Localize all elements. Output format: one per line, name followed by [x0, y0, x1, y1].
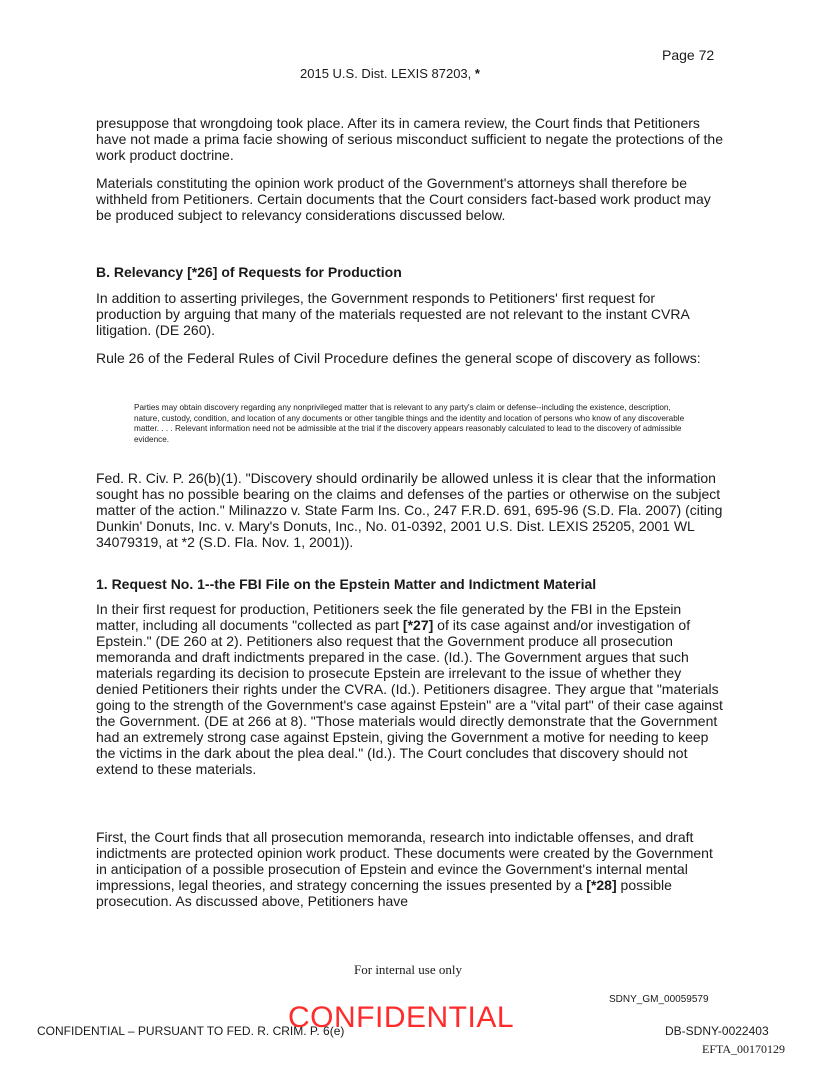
- internal-use-notice: For internal use only: [354, 962, 462, 977]
- case-citation: [300, 66, 480, 81]
- confidential-stamp: CONFIDENTIAL: [288, 1001, 515, 1034]
- pin-cite-27: [*27]: [402, 617, 434, 633]
- paragraph-4: Rule 26 of the Federal Rules of Civil Procedure defines the general scope of discovery as follows:: [96, 350, 701, 366]
- paragraph-1: presuppose that wrongdoing took place. After its in camera review, the Court finds that Petitioners have not made a prima facie showing of serious misconduct sufficient to negate the protections of the work product doctrine.: [96, 115, 723, 163]
- section-heading-1: 1. Request No. 1--the FBI File on the Epstein Matter and Indictment Material: [96, 576, 597, 592]
- efta-number: EFTA_00170129: [702, 1042, 786, 1056]
- pin-cite-28: [*28]: [586, 877, 617, 893]
- section-heading-b: B. Relevancy [*26] of Requests for Production: [96, 264, 402, 280]
- block-quote: Parties may obtain discovery regarding any nonprivileged matter that is relevant to any party's claim or defense--including the existence, description, nature, custody, condition, and location of any documents or other tangible things and the identity and location of persons who know of any discoverable matter. . . . Relevant information need not be admissible at the trial if the discovery appears reasonably calculated to lead to the discovery of admissible evidence.: [134, 403, 685, 444]
- paragraph-2: Materials constituting the opinion work product of the Government's attorneys shall therefore be withheld from Petitioners. Certain documents that the Court considers fact-based work product may be produced subject to relevancy considerations discussed below.: [96, 175, 711, 223]
- paragraph-3: In addition to asserting privileges, the Government responds to Petitioners' first request for production by arguing that many of the materials requested are not relevant to the instant CVRA litigation. (DE 260).: [96, 290, 690, 338]
- confidential-notice: CONFIDENTIAL – PURSUANT TO FED. R. CRIM. P. 6(e): [37, 1024, 345, 1038]
- pin-cite-26: [*26]: [187, 264, 218, 280]
- bates-number-gm: SDNY_GM_00059579: [609, 994, 709, 1005]
- paragraph-5: Fed. R. Civ. P. 26(b)(1). "Discovery should ordinarily be allowed unless it is clear that the information sought has no possible bearing on the claims and defenses of the parties or otherwise on the subject matter of the action." Milinazzo v. State Farm Ins. Co., 247 F.R.D. 691, 695-96 (S.D. Fla. 2007) (citing Dunkin' Donuts, Inc. v. Mary's Donuts, Inc., No. 01-0392, 2001 U.S. Dist. LEXIS 25205, 2001 WL 34079319, at *2 (S.D. Fla. Nov. 1, 2001)).: [96, 470, 723, 550]
- page-number: Page 72: [662, 47, 715, 63]
- citation-text: 2015 U.S. Dist. LEXIS 87203,: [300, 66, 472, 81]
- citation-star: *: [474, 66, 480, 81]
- paragraph-7: First, the Court finds that all prosecution memoranda, research into indictable offenses, and draft indictments are protected opinion work product. These documents were created by the Government in anticipation of a possible prosecution of Epstein and evince the Government's internal mental impressions, legal theories, and strategy concerning the issues presented by a [*28] possible prosecution. As discussed above, Petitioners have: [96, 829, 713, 909]
- paragraph-6: In their first request for production, Petitioners seek the file generated by the FBI in the Epstein matter, including all documents "collected as part [*27] of its case against and/or investigation of Epstein." (DE 260 at 2). Petitioners also request that the Government produce all prosecution memoranda and draft indictments prepared in the case. (Id.). The Government argues that such materials regarding its decision to prosecute Epstein are irrelevant to the issue of whether they denied Petitioners their rights under the CVRA. (Id.). Petitioners disagree. They argue that "materials going to the strength of the Government's case against Epstein" are a "vital part" of their case against the Government. (DE at 266 at 8). "Those materials would directly demonstrate that the Government had an extremely strong case against Epstein, giving the Government a motive for needing to keep the victims in the dark about the plea deal." (Id.). The Court concludes that discovery should not extend to these materials.: [96, 601, 723, 777]
- bates-number-sdny: DB-SDNY-0022403: [665, 1024, 769, 1038]
